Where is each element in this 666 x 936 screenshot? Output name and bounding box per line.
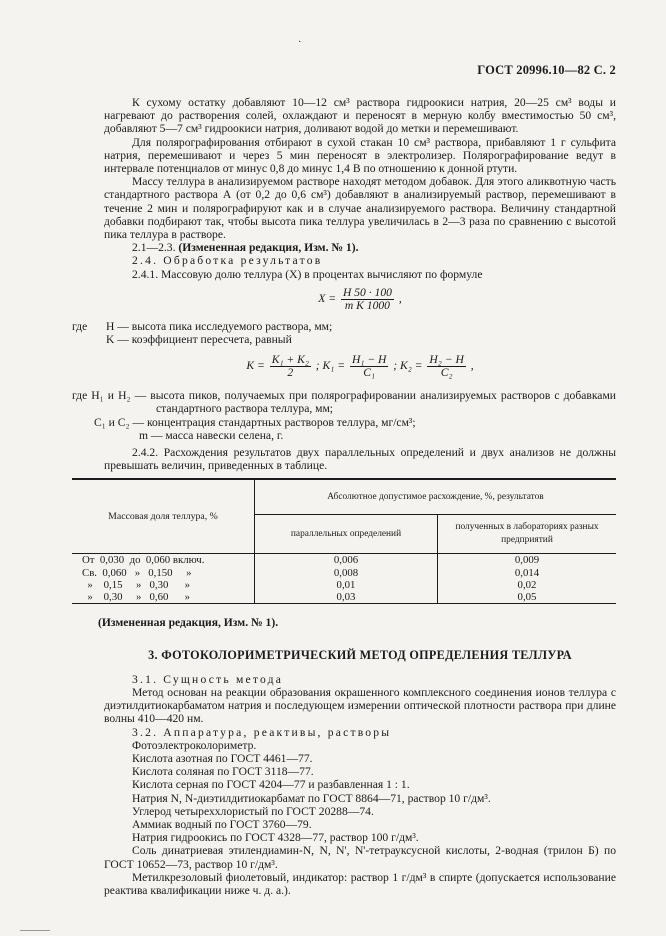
cell-labs: 0,02 [517, 578, 537, 591]
k-lhs: K = [246, 359, 265, 373]
table-row [72, 567, 616, 579]
cell-labs: 0,009 [514, 554, 540, 567]
table-row [72, 554, 616, 567]
reagent-item: Натрия гидроокись по ГОСТ 4328—77, раствор 100 г/дм³. [132, 831, 419, 845]
def-m: m — масса навески селена, г. [139, 428, 284, 442]
amendment-2-1-2-3 [104, 241, 616, 254]
def-c1-c2: C₁ и C₂ — концентрация стандартных растворов теллура, мг/см³; [94, 415, 416, 429]
k1-denominator: C₁ [363, 366, 376, 380]
header-parallel: параллельных определений [255, 515, 438, 554]
section-3-1-text: Метод основан на реакции образования окрашенного комплексного соединения ионов теллура с диэтилдитиокарбаматом натрия и последующем измерении оптической плотности раствора при длине волны 410—420 нм. [104, 685, 616, 726]
reagent-item: Фотоэлектроколориметр. [132, 738, 257, 752]
amendment-note: (Измененная редакция, Изм. № 1). [178, 241, 359, 255]
tolerance-table [72, 478, 616, 604]
table-row [72, 579, 616, 591]
page-content [72, 96, 616, 897]
def-h1-h2: где H₁ и H₂ — высота пиков, получаемых при полярографировании анализируемых растворов с добавками стандартного раствора теллура, мм; [72, 389, 616, 416]
tolerance-table-wrap [72, 478, 616, 604]
definitions-block [72, 320, 616, 346]
reagent-item: Углерод четыреххлористый по ГОСТ 20288—74. [132, 804, 374, 818]
k-denominator: 2 [287, 366, 294, 380]
def-h-row [72, 320, 616, 333]
def-h: H — высота пика исследуемого раствора, мм; [106, 319, 333, 333]
cell-mass: От 0,030 до 0,060 включ. [72, 554, 255, 567]
k1-fraction [350, 354, 388, 379]
header-labs: полученных в лабораториях разных предприятий [438, 515, 617, 554]
cell-labs: 0,05 [438, 591, 617, 604]
def-where: где [72, 319, 88, 333]
reagent-item: Кислота серная по ГОСТ 4204—77 и разбавленная 1 : 1. [132, 778, 410, 792]
cell-parallel: 0,006 [255, 554, 438, 567]
formula-numerator: H 50 · 100 [342, 285, 392, 299]
cell-mass: Св. 0,060 » 0,150 » [72, 567, 255, 579]
reagent-item: Кислота соляная по ГОСТ 3118—77. [132, 765, 314, 779]
page-header: ГОСТ 20996.10—82 С. 2 [477, 63, 616, 77]
reagent-trilon: Соль динатриевая этилендиамин-N, N, N', N'-тетрауксусной кислоты, 2-водная (трилон Б) по ГОСТ 10652—73, раствор 10 г/дм³. [104, 844, 616, 871]
def-k: K — коэффициент пересчета, равный [106, 333, 292, 347]
reagents-list [104, 739, 616, 845]
paragraph-dissolution: К сухому остатку добавляют 10—12 см³ раствора гидроокиси натрия, 20—25 см³ воды и нагревают до растворения солей, охлаждают и переносят в мерную колбу вместимостью 50 см³, добавляют 5—7 см³ гидроокиси натрия, доливают водой до метки и перемешивают. [104, 96, 616, 136]
clause-2-4-1: 2.4.1. Массовую долю теллура (X) в процентах вычисляют по формуле [132, 267, 483, 281]
amendment-note-2: (Измененная редакция, Изм. № 1). [98, 616, 279, 630]
formula-fraction [341, 287, 394, 312]
formula-coefficient [104, 354, 616, 379]
formula-lhs: X = [318, 292, 337, 305]
paragraph-additions-method: Массу теллура в анализируемом растворе находят методом добавок. Для этого аликвотную часть стандартного раствора А (от 0,2 до 0,6 см³) добавляют в анализируемый раствор, перемешивают в течение 2 мин и полярографируют как и в случае анализируемого раствора. Величину стандартной добавки подбирают так, чтобы высота пика теллура увеличилась в 2—3 раза по сравнению с высотой пика теллура в растворе. [104, 175, 616, 242]
reagent-item: Аммиак водный по ГОСТ 3760—79. [132, 817, 312, 831]
formula-mass-fraction [104, 287, 616, 312]
k-fraction [270, 354, 311, 379]
k2-lhs: ; K₂ = [393, 359, 423, 373]
k-numerator: K₁ + K₂ [271, 353, 309, 367]
cell-parallel: 0,01 [255, 579, 438, 591]
k1-lhs: ; K₁ = [315, 359, 346, 373]
formula-denominator: m K 1000 [344, 298, 390, 312]
section-3-1-heading: 3.1. Сущность метода [132, 672, 284, 686]
cell-labs: 0,014 [514, 566, 540, 579]
cell-mass: » 0,15 » 0,30 » [72, 579, 255, 591]
reagent-item: Кислота азотная по ГОСТ 4461—77. [132, 751, 313, 765]
k2-denominator: C₂ [440, 366, 453, 380]
k2-fraction [427, 354, 465, 379]
k2-numerator: H₂ − H [429, 353, 464, 367]
reagent-indicator: Метилкрезоловый фиолетовый, индикатор: раствор 1 г/дм³ в спирте (допускается использование реактива квалификации ниже ч. д. а.). [104, 870, 616, 897]
formula-tail: , [398, 292, 402, 305]
cell-mass: » 0,30 » 0,60 » [72, 591, 255, 604]
k1-numerator: H₁ − H [351, 353, 387, 367]
section-2-4-heading: 2.4. Обработка результатов [132, 254, 323, 268]
definitions-block-2 [72, 389, 616, 442]
header-group: Абсолютное допустимое расхождение, %, результатов [255, 479, 617, 515]
reagent-item: Натрия N, N-диэтилдитиокарбамат по ГОСТ 8864—71, раствор 10 г/дм³. [132, 791, 491, 805]
clause-2-4-2: 2.4.2. Расхождения результатов двух параллельных определений и двух анализов не должны превышать величин, приведенных в таблице. [104, 446, 616, 473]
header-mass-fraction: Массовая доля теллура, % [72, 479, 255, 554]
cell-parallel: 0,008 [255, 567, 438, 579]
speck: · [298, 37, 302, 48]
table-row [72, 591, 616, 604]
paragraph-polarography: Для полярографирования отбирают в сухой стакан 10 см³ раствора, прибавляют 1 г сульфита натрия, перемешивают и через 5 мин переносят в электролизер. Полярографирование ведут в интервале потенциалов от минус 0,8 до минус 1,4 В по отношению к донной ртути. [104, 135, 616, 176]
def-k-row [72, 333, 616, 346]
formula2-tail: , [470, 359, 474, 373]
clause-number: 2.1—2.3. [132, 241, 176, 255]
cell-parallel: 0,03 [255, 591, 438, 604]
section-3-title: 3. ФОТОКОЛОРИМЕТРИЧЕСКИЙ МЕТОД ОПРЕДЕЛЕНИЯ ТЕЛЛУРА [148, 648, 572, 663]
table-body [72, 554, 616, 604]
section-3-2-heading: 3.2. Аппаратура, реактивы, растворы [132, 725, 392, 739]
page-edge-mark [20, 930, 50, 931]
